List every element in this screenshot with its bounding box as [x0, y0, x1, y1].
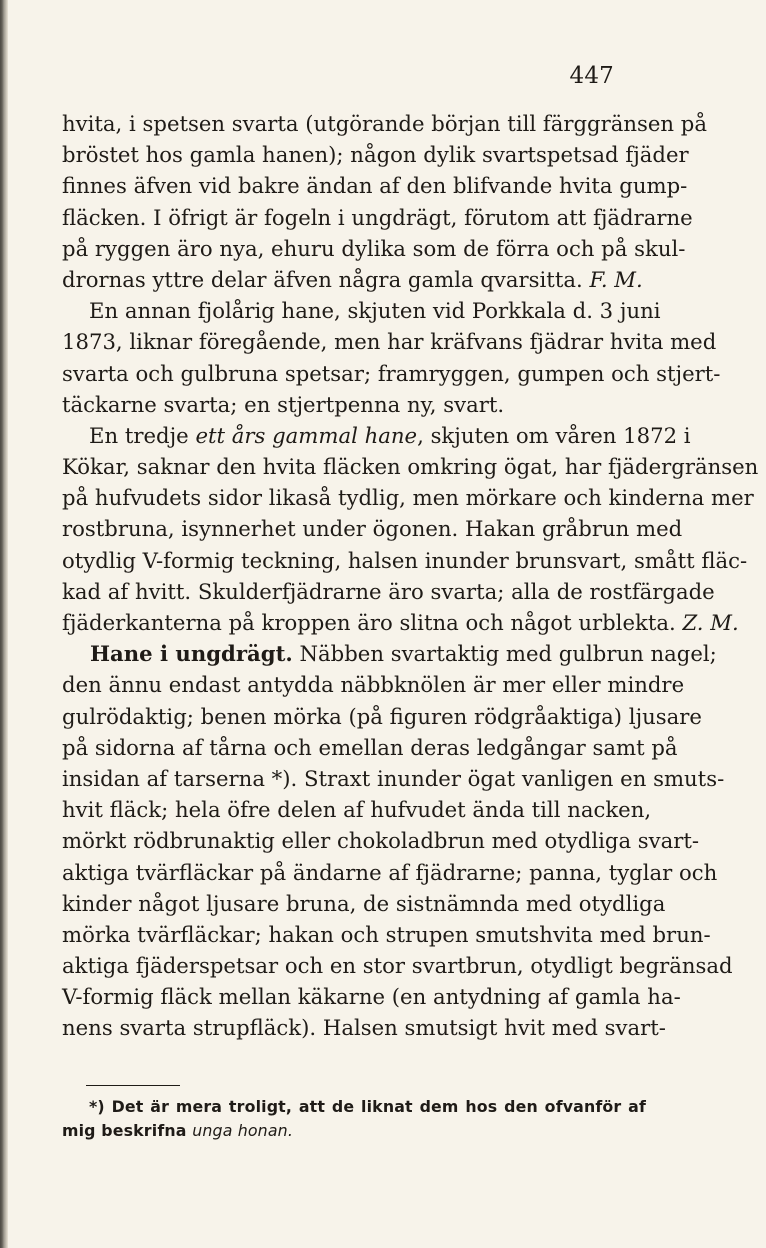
text-line: svarta och gulbruna spetsar; framryggen, gumpen och stjert-	[62, 360, 721, 386]
text-line	[62, 264, 644, 295]
text-line: hvit fläck; hela öfre delen af hufvudet ända till nacken,	[62, 797, 652, 823]
text-segment: , skjuten om våren 1872 i	[417, 422, 691, 448]
text-line: aktiga fjäderspetsar och en stor svartbrun, otydligt begränsad	[62, 953, 733, 979]
text-line: kinder något ljusare bruna, de sistnämnda med otydliga	[62, 890, 666, 916]
text-line: mörka tvärfläckar; hakan och strupen smutshvita med brun-	[62, 921, 711, 947]
text-line: insidan af tarserna *). Straxt inunder ögat vanligen en smuts-	[62, 765, 725, 791]
text-segment: drornas yttre delar äfven några gamla qvarsitta.	[62, 266, 590, 292]
initials-fm: F. M.	[589, 266, 643, 292]
text-line: 1873, liknar föregående, men har kräfvans fjädrar hvita med	[62, 329, 717, 355]
text-segment: Näbben svartaktig med gulbrun nagel;	[292, 641, 717, 667]
text-line: V-formig fläck mellan käkarne (en antydning af gamla ha-	[62, 984, 681, 1010]
text-segment: En tredje	[89, 422, 196, 448]
footnote	[62, 1095, 646, 1143]
initials-zm: Z. M.	[682, 610, 739, 635]
text-line	[62, 638, 717, 669]
text-line: kad af hvitt. Skulderfjädrarne äro svarta; alla de rostfärgade	[62, 578, 715, 604]
text-line	[62, 420, 691, 451]
text-line: Kökar, saknar den hvita fläcken omkring ögat, har fjädergränsen	[62, 454, 759, 480]
text-line: på hufvudets sidor likaså tydlig, men mörkare och kinderna mer	[62, 485, 754, 511]
body-text	[62, 108, 759, 1044]
scan-edge	[0, 0, 8, 1248]
text-line	[62, 607, 739, 638]
text-line: på ryggen äro nya, ehuru dylika som de förra och på skul-	[62, 235, 686, 261]
text-line: rostbruna, isynnerhet under ögonen. Hakan gråbrun med	[62, 516, 683, 542]
page-number: 447	[569, 63, 614, 89]
text-line: täckarne svarta; en stjertpenna ny, svart.	[62, 391, 505, 417]
text-line: En annan fjolårig hane, skjuten vid Porkkala d. 3 juni	[89, 298, 661, 324]
italic-phrase: ett års gammal hane	[195, 422, 418, 448]
text-line: aktiga tvärfläckar på ändarne af fjädrarne; panna, tyglar och	[62, 859, 718, 885]
text-line: bröstet hos gamla hanen); någon dylik svartspetsad fjäder	[62, 142, 689, 168]
footnote-rule	[86, 1085, 180, 1086]
text-line: hvita, i spetsen svarta (utgörande början till färggränsen på	[62, 111, 707, 136]
text-line: mörkt rödbrunaktig eller chokoladbrun med otydliga svart-	[62, 828, 700, 854]
text-segment: fjäderkanterna på kroppen äro slitna och något urblekta.	[62, 610, 683, 635]
footnote-line: *) Det är mera troligt, att de liknat dem hos den ofvanför af	[89, 1097, 646, 1116]
footnote-line	[62, 1119, 646, 1143]
text-line: nens svarta strupfläck). Halsen smutsigt hvit med svart-	[62, 1015, 666, 1041]
footnote-italic: unga honan.	[192, 1121, 294, 1140]
text-line: på sidorna af tårna och emellan deras ledgångar samt på	[62, 734, 678, 760]
text-line: gulrödaktig; benen mörka (på figuren rödgråaktiga) ljusare	[62, 703, 702, 729]
text-line: finnes äfven vid bakre ändan af den blifvande hvita gump-	[62, 173, 688, 199]
section-heading: Hane i ungdrägt.	[90, 641, 293, 667]
text-line: otydlig V-formig teckning, halsen inunder brunsvart, smått fläc-	[62, 547, 748, 573]
text-line: den ännu endast antydda näbbknölen är mer eller mindre	[62, 672, 685, 698]
text-line: fläcken. I öfrigt är fogeln i ungdrägt, förutom att fjädrarne	[62, 204, 693, 230]
footnote-segment: mig beskrifna	[62, 1121, 193, 1140]
